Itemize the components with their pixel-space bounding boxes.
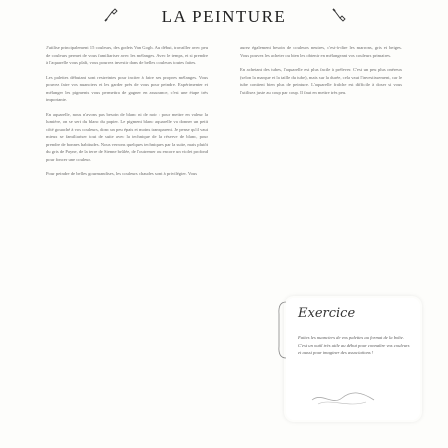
paintbrush-icon xyxy=(332,8,346,22)
paragraph: En achetant des tubes, l'aquarelle est plus facile à prélever. C'est un peu plus onéreux (selon la marque et la taille du tube), mais sur la durée, cela vaut l'investissement, car le tube contient bien plus de peinture. L'aquarelle fraîche est difficile à doser si vous l'utilisez juste au coup par coup. Il faut en mettre très peu. xyxy=(240,67,402,95)
page-header xyxy=(0,6,448,28)
exercise-text: Faites les nuanciers de vos palettes au format de la boîte. C'est un outil très utile au début pour connaître vos couleurs et aussi pour imaginer des associations ! xyxy=(298,335,410,355)
left-text-column xyxy=(46,44,208,185)
paragraph: En aquarelle, nous n'avons pas besoin de blanc ni de noir : pour mettre en valeur la lumière, on se sert du blanc du papier. Le pigment blanc aquarelle va donner un petit côté gouaché à vos couleurs, donc un peu épais et moins transparent. Je pense qu'il vaut mieux se familiariser tout de suite avec la technique de la réserve de blanc, pour prendre de bonnes habitudes. Nous verrons quelques techniques par la suite, mais plutôt du gris de Payne, de la terre de Sienne brûlée, de l'outremer ou encore un violet profond pour foncer une couleur. xyxy=(46,111,208,162)
paragraph: J'utilise principalement 15 couleurs, des godets Van Gogh. Au début, travailler avec peu de couleurs permet de vous familiariser avec les mélanges. Avec le temps, et si prendre à l'aquarelle vous plaît, vous pourrez investir dans de belles couleurs toutes faites. xyxy=(46,45,208,65)
exercise-title: Exercice xyxy=(298,306,356,321)
right-text-column xyxy=(240,44,402,103)
paragraph: Les palettes débutant sont restreintes pour inciter à faire ses propres mélanges. Vous pouvez faire vos nuanciers et les garder près de vous pour peindre. Expérimenter et mélanger les pigments vous permettra de gagner en assurance, c'est une étape très importante. xyxy=(46,74,208,102)
page-title: LA PEINTURE xyxy=(161,7,287,26)
swirl-decoration xyxy=(308,386,378,410)
paintbrush-icon xyxy=(104,8,118,22)
paragraph: aurez également besoin de couleurs neutres, c'est-à-dire les marrons, gris et beiges. Vous pouvez les acheter ou bien les obtenir en mélangeant vos couleurs primaires. xyxy=(240,45,402,58)
paragraph: Pour peindre de belles gourmandises, les couleurs chaudes sont à privilégier. Vous xyxy=(46,171,198,176)
